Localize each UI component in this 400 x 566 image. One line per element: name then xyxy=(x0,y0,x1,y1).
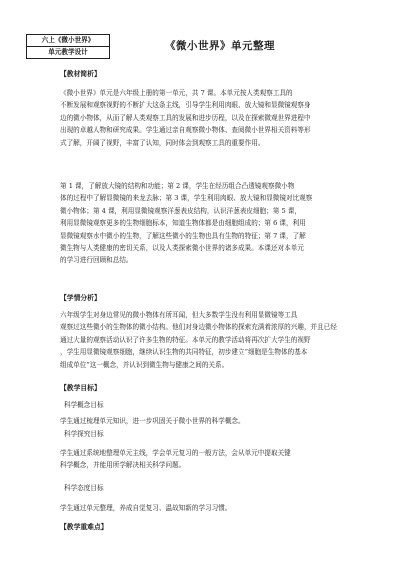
section-heading-goals: 【教学目标】 xyxy=(60,384,101,392)
text-line: 的学习进行回顾和总结。 xyxy=(60,256,133,265)
text-line: 通过大量的观察活动认识了许多生物的特征。本单元的教学活动将再次扩大学生的视野 xyxy=(60,335,311,344)
text-line: 出现的卓越人物和研究成果。学生通过亲自观察微小物体、查阅微小世界相关资料等形 xyxy=(60,126,311,135)
text-line: 利用显微镜观察更多的生物细胞标本，知道生物体都是由细胞组成的；第 6 课，利用 xyxy=(60,219,306,228)
material-paragraph-2 xyxy=(60,180,346,267)
unit-tag-box xyxy=(26,34,110,59)
material-paragraph-1 xyxy=(60,87,346,149)
section-heading-focus: 【教学重难点】 xyxy=(60,523,108,531)
section-heading-material: 【教材简析】 xyxy=(60,70,101,78)
text-line: 六年级学生对身边常见的微小物体有所耳闻，但大多数学生没有利用显微镜等工具 xyxy=(60,311,298,319)
text-line: 学生通过系统地整理单元主线，学会单元复习的一般方法，会从单元中提取关键 xyxy=(60,449,291,457)
text-line: 《微小世界》单元是六年级上册的第一单元，共 7 课。本单元按人类观察工具的 xyxy=(60,89,293,97)
text-line: 第 1 课，了解放大镜的结构和功能；第 2 课，学生在经历组合凸透镜观察微小物 xyxy=(60,182,295,190)
goal-attitude-text xyxy=(60,502,346,514)
text-line: 学生通过单元整理，养成自觉复习、温故知新的学习习惯。 xyxy=(60,504,232,512)
text-line: 观察过这些微小的生物体的微小结构。他们对身边微小物体的探索充满着浓厚的兴趣，并且已经 xyxy=(60,323,337,332)
goal-attitude-title: 科学态度目标 xyxy=(64,484,104,492)
section-heading-students: 【学情分析】 xyxy=(60,294,101,302)
text-line: 显微镜观察水中微小的生物，了解这些微小的生物也具有生物的特征；第 7 课，了解 xyxy=(60,231,306,240)
goal-inquiry-title: 科学探究目标 xyxy=(64,430,104,438)
goal-concept-text xyxy=(60,415,346,427)
text-line: 微小物体；第 4 课，利用显微镜观察洋葱表皮结构，认识洋葱表皮细胞；第 5 课， xyxy=(60,206,301,215)
text-line: 不断发展和观察视野的不断扩大这条主线，引导学生利用肉眼、放大镜和显微镜观察身 xyxy=(60,101,311,110)
goal-inquiry-text xyxy=(60,447,346,472)
text-line: 微生物与人类健康的密切关系，以及人类探索微小世界的诸多成果。本课还对本单元 xyxy=(60,244,304,253)
text-line: ，学生用显微镜观察细胞，继续认识生物的共同特征，初步建立“细胞是生物体的基本 xyxy=(60,348,308,357)
text-line: 体的过程中了解显微镜的来龙去脉；第 3 课，学生利用肉眼、放大镜和显微镜对比观察 xyxy=(60,194,313,203)
text-line: 式了解，开阔了视野，丰富了认知，同时体会到观察工具的重要作用。 xyxy=(60,138,265,147)
text-line: 学生通过梳理单元知识，进一步巩固关于微小世界的科学概念。 xyxy=(60,417,245,425)
goal-concept-title: 科学概念目标 xyxy=(64,401,104,409)
page-title: 《微小世界》单元整理 xyxy=(165,40,275,52)
text-line: 边的微小物体，从而了解人类观察工具的发展和进步历程，以及在探索微观世界进程中 xyxy=(60,113,311,122)
text-line: 组成单位”这一概念，并认识到微生物与健康之间的关系。 xyxy=(60,360,229,369)
text-line: 科学概念，并能用所学解决相关科学问题。 xyxy=(60,461,186,470)
unit-tag-line2: 单元教学设计 xyxy=(48,48,88,56)
unit-tag-line1: 六上《微小世界》 xyxy=(27,35,109,47)
students-paragraph xyxy=(60,309,346,371)
